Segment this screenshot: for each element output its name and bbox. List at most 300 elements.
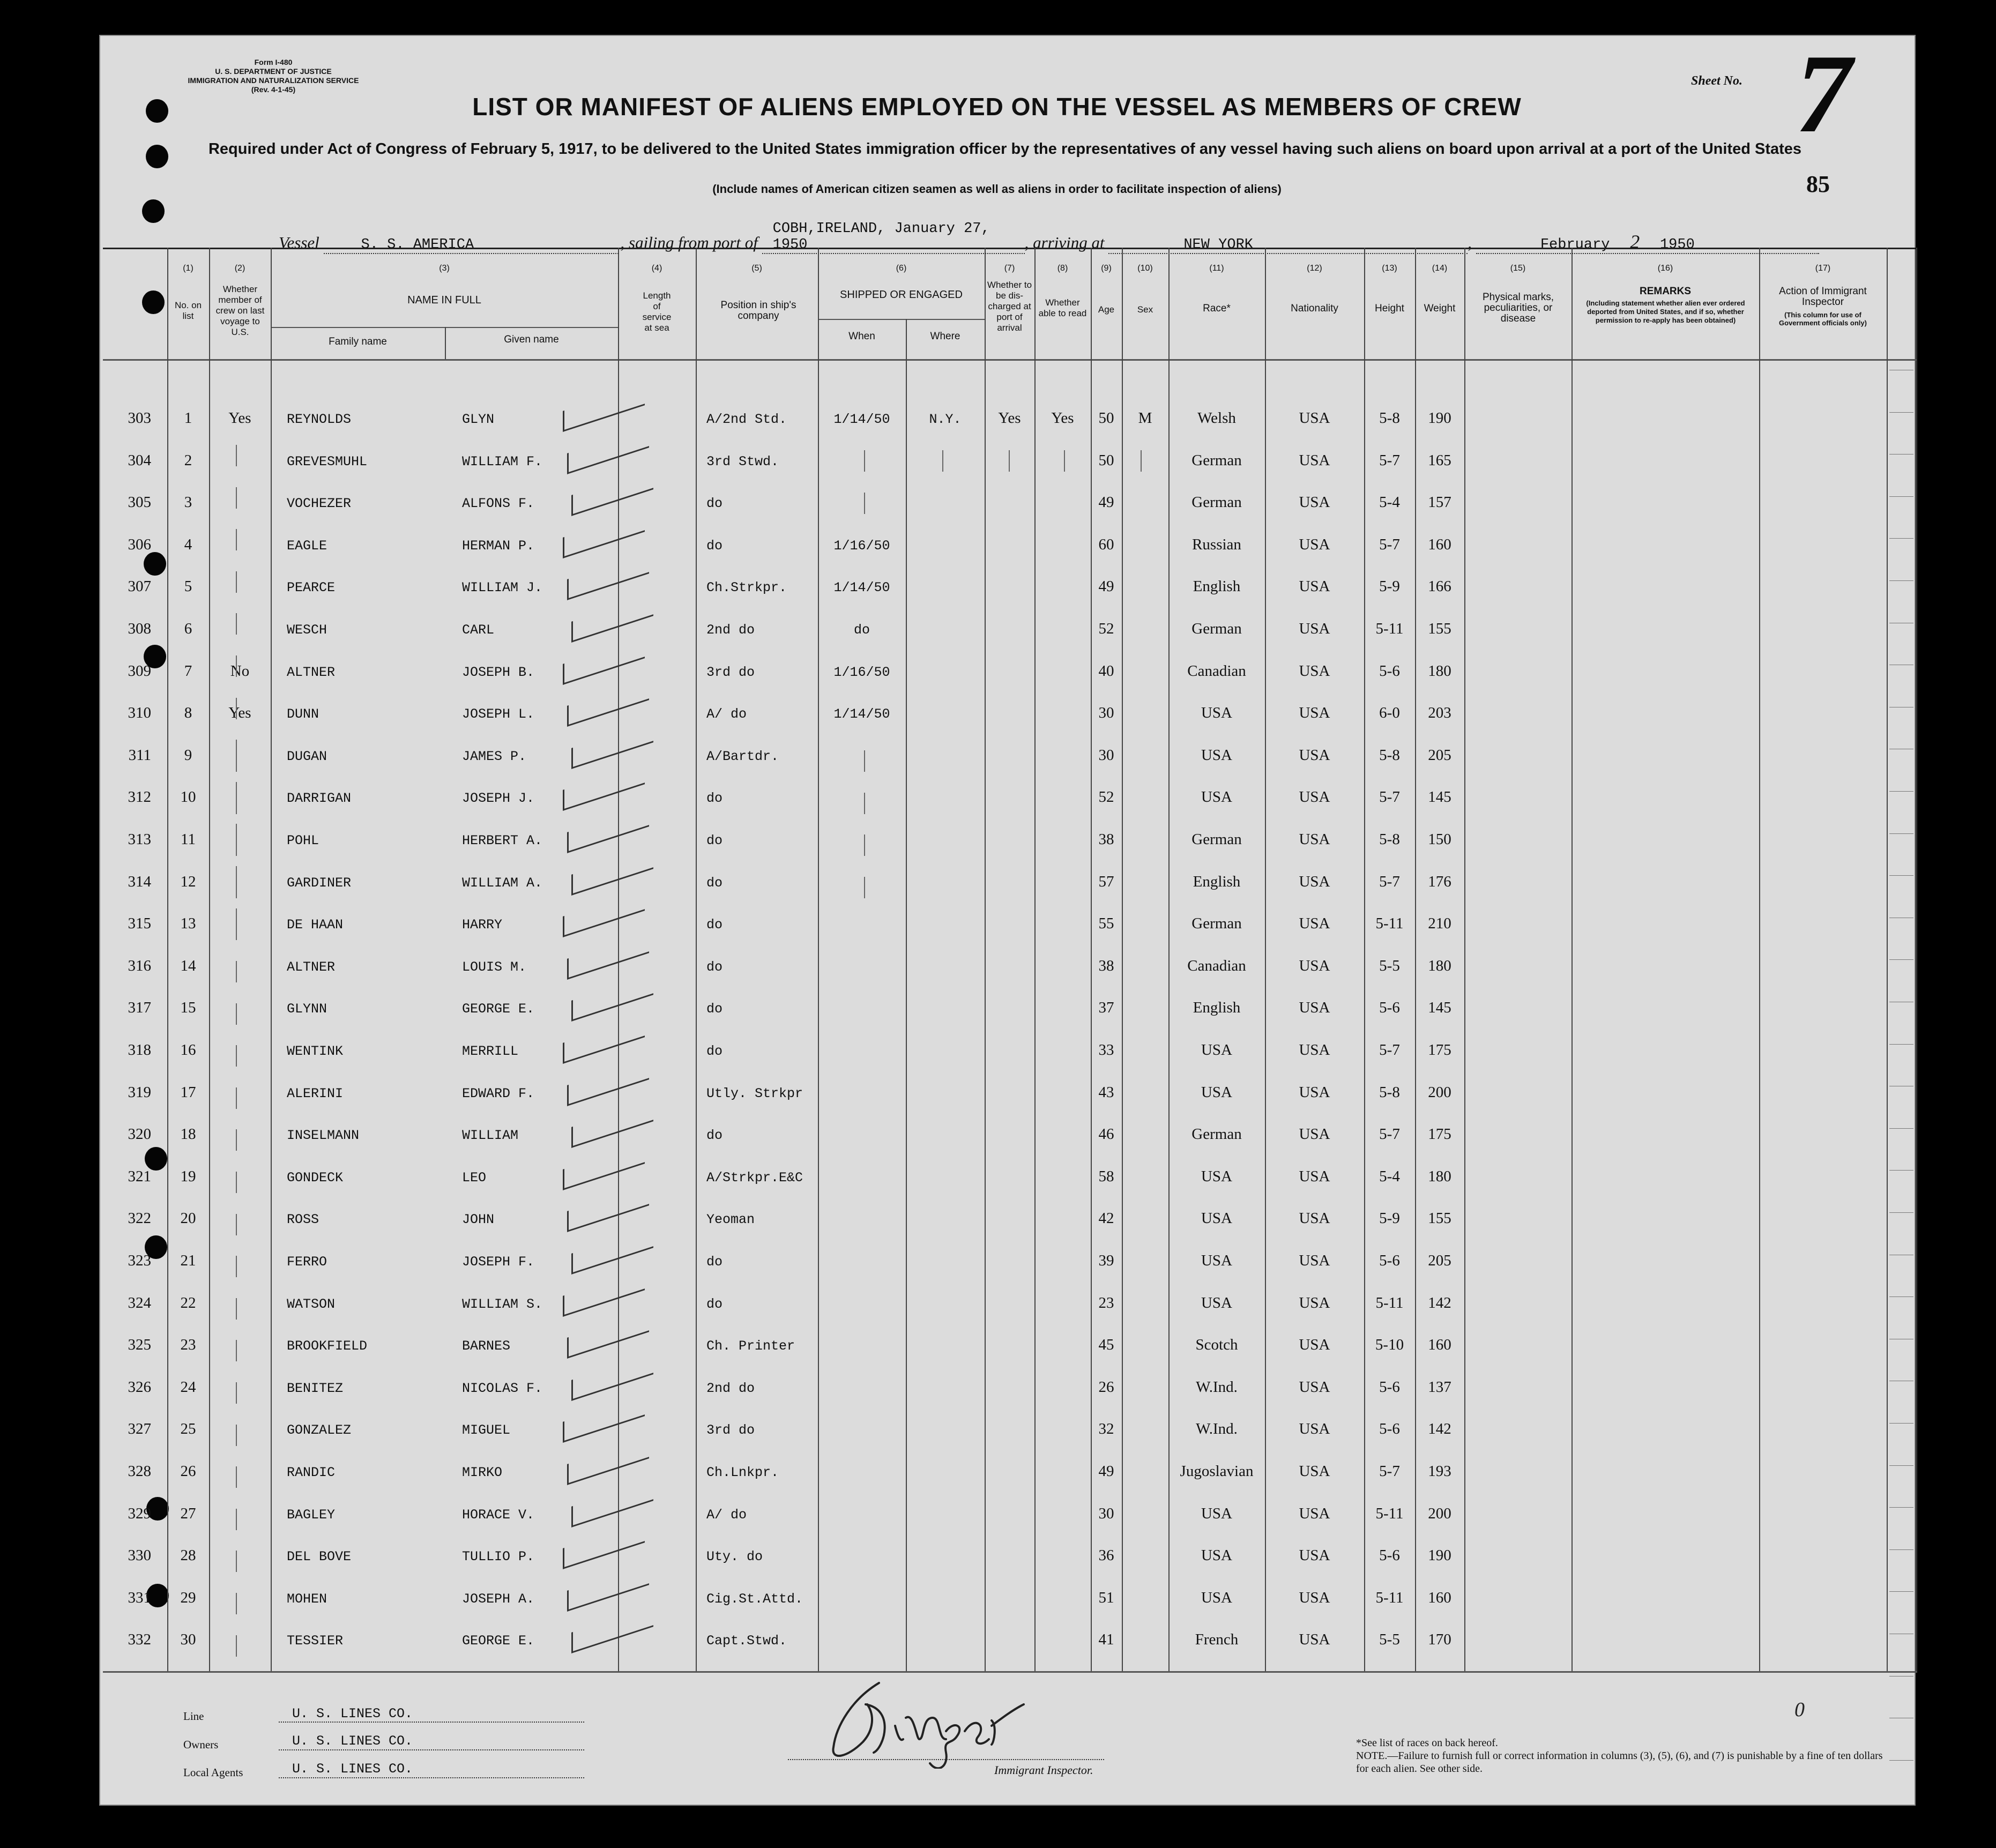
col-5-header: Position in ship's company [720, 300, 796, 322]
ruled-line [1889, 1507, 1913, 1508]
cell-nat: USA [1299, 1041, 1330, 1059]
margin-serial-number: 313 [128, 831, 151, 848]
cell-given: JOHN [462, 1212, 495, 1227]
cell-no: 17 [180, 1084, 196, 1101]
col-3-header: NAME IN FULL [407, 294, 481, 306]
sailing-port: COBH,IRELAND, January 27, 1950 [762, 221, 1025, 254]
ditto-tick [236, 1340, 237, 1361]
cell-given: HERBERT A. [462, 833, 543, 848]
margin-serial-number: 317 [128, 999, 151, 1016]
cell-position: do [706, 917, 723, 933]
cell-height: 5-5 [1379, 1631, 1400, 1648]
vessel-line [279, 221, 1819, 253]
penalty-note: NOTE.—Failure to furnish full or correct information in columns (3), (5), (6), and (7) is punishable by a fine of ten dollars for each alien. See other side. [1356, 1750, 1883, 1775]
cell-position: A/Bartdr. [706, 749, 779, 764]
owners-label: Owners [183, 1738, 219, 1751]
cell-height: 5-9 [1379, 1210, 1400, 1227]
inspector-underline [788, 1759, 1104, 1760]
cell-age: 57 [1098, 873, 1114, 890]
margin-serial-number: 325 [128, 1336, 151, 1353]
cell-weight: 142 [1428, 1420, 1451, 1437]
ruled-line [1889, 1170, 1913, 1171]
cell-weight: 180 [1428, 957, 1451, 974]
cell-race: English [1193, 999, 1241, 1016]
cell-weight: 150 [1428, 831, 1451, 848]
owners-underline [279, 1749, 584, 1750]
col-14-header: Weight [1424, 303, 1456, 314]
cell-nat: USA [1299, 1463, 1330, 1480]
cell-family: PEARCE [287, 580, 336, 595]
col-16-subheader: (Including statement whether alien ever ordered deported from United States, and if so, whether permission to re-apply has been obtained) [1586, 299, 1745, 324]
cell-nat: USA [1299, 620, 1330, 637]
agents-underline [279, 1777, 584, 1778]
cell-no: 5 [184, 578, 192, 595]
cell-position: Utly. Strkpr [706, 1086, 803, 1101]
cell-weight: 145 [1428, 788, 1451, 806]
cell-nat: USA [1299, 1126, 1330, 1143]
cell-weight: 142 [1428, 1294, 1451, 1312]
cell-prev: Yes [228, 409, 251, 427]
cell-no: 6 [184, 620, 192, 637]
cell-race: Canadian [1187, 662, 1246, 680]
cell-family: ALTNER [287, 665, 336, 680]
cell-height: 5-7 [1379, 536, 1400, 553]
margin-serial-number: 320 [128, 1126, 151, 1143]
cell-given: TULLIO P. [462, 1549, 535, 1564]
cell-race: Russian [1192, 536, 1241, 553]
margin-serial-number: 322 [128, 1210, 151, 1227]
service-name: IMMIGRATION AND NATURALIZATION SERVICE [188, 76, 359, 85]
cell-nat: USA [1299, 704, 1330, 721]
ditto-tick [864, 793, 865, 814]
column-divider [271, 248, 272, 1671]
ditto-tick [1009, 450, 1010, 472]
col-10-number: (10) [1137, 264, 1153, 273]
cell-race: English [1193, 578, 1241, 595]
punch-hole [144, 552, 166, 576]
cell-nat: USA [1299, 915, 1330, 932]
cell-no: 22 [180, 1294, 196, 1312]
ditto-tick [864, 877, 865, 898]
ditto-tick [236, 1551, 237, 1572]
punch-hole [142, 290, 165, 314]
cell-weight: 203 [1428, 704, 1451, 721]
column-divider [696, 248, 697, 1671]
cell-nat: USA [1299, 452, 1330, 469]
header-bottom-border [103, 359, 1917, 361]
ditto-tick [236, 1593, 237, 1614]
col-17-header: Action of Immigrant Inspector [1779, 286, 1867, 308]
cell-no: 26 [180, 1463, 196, 1480]
cell-nat: USA [1299, 1547, 1330, 1564]
cell-position: 3rd Stwd. [706, 454, 779, 470]
cell-height: 5-8 [1379, 747, 1400, 764]
col-9-header: Age [1098, 304, 1115, 315]
cell-family: ROSS [287, 1212, 319, 1227]
cell-race: USA [1201, 1041, 1232, 1059]
line-label: Line [183, 1710, 204, 1723]
cell-race: USA [1201, 1252, 1232, 1269]
revision-date: (Rev. 4-1-45) [251, 85, 296, 94]
arrival-year: 1950 [1659, 237, 1695, 253]
ditto-tick [864, 834, 865, 856]
ditto-tick [1141, 450, 1142, 472]
cell-given: HORACE V. [462, 1507, 535, 1523]
margin-serial-number: 310 [128, 704, 151, 721]
ditto-tick [236, 793, 237, 814]
cell-age: 45 [1098, 1336, 1114, 1353]
cell-given: WILLIAM F. [462, 454, 543, 470]
cell-height: 5-7 [1379, 1463, 1400, 1480]
ruled-line [1889, 959, 1913, 960]
cell-height: 5-6 [1379, 1547, 1400, 1564]
cell-age: 32 [1098, 1420, 1114, 1437]
col-9-number: (9) [1101, 264, 1112, 273]
cell-position: Cig.St.Attd. [706, 1591, 803, 1607]
margin-serial-number: 308 [128, 620, 151, 637]
cell-given: WILLIAM J. [462, 580, 543, 595]
cell-nat: USA [1299, 578, 1330, 595]
cell-age: 49 [1098, 1463, 1114, 1480]
cell-height: 5-6 [1379, 999, 1400, 1016]
cell-when: 1/14/50 [833, 412, 890, 427]
ruled-line [1889, 412, 1913, 413]
ditto-tick [236, 613, 237, 635]
ditto-tick [236, 529, 237, 550]
margin-serial-number: 331 [128, 1589, 151, 1606]
cell-family: GONDECK [287, 1170, 344, 1186]
cell-height: 5-5 [1379, 957, 1400, 974]
ruled-line [1889, 1044, 1913, 1045]
cell-no: 20 [180, 1210, 196, 1227]
cell-position: A/ do [706, 706, 747, 722]
cell-no: 18 [180, 1126, 196, 1143]
cell-race: French [1195, 1631, 1239, 1648]
vessel-name: S. S. AMERICA [324, 237, 619, 254]
margin-serial-number: 332 [128, 1631, 151, 1648]
cell-position: Ch.Lnkpr. [706, 1465, 779, 1480]
punch-hole [142, 199, 165, 223]
cell-prev: Yes [228, 704, 251, 721]
cell-position: do [706, 1128, 723, 1143]
ruled-line [1889, 1423, 1913, 1424]
margin-serial-number: 321 [128, 1168, 151, 1185]
ditto-tick [1064, 450, 1065, 472]
cell-nat: USA [1299, 536, 1330, 553]
ruled-line [1889, 1591, 1913, 1592]
cell-family: ALTNER [287, 959, 336, 975]
ditto-tick [236, 1172, 237, 1193]
cell-weight: 200 [1428, 1084, 1451, 1101]
cell-race: USA [1201, 1294, 1232, 1312]
cell-race: German [1191, 620, 1242, 637]
col-11-number: (11) [1209, 264, 1224, 273]
cell-weight: 190 [1428, 409, 1451, 427]
ditto-tick [942, 450, 943, 472]
ditto-tick [236, 834, 237, 856]
cell-height: 5-11 [1375, 1589, 1404, 1606]
ruled-line [1889, 1760, 1913, 1761]
cell-race: German [1191, 831, 1242, 848]
cell-height: 5-8 [1379, 1084, 1400, 1101]
cell-family: GARDINER [287, 875, 352, 891]
col-3-number: (3) [439, 264, 450, 273]
inspector-signature [815, 1667, 1040, 1769]
col-16-number: (16) [1657, 264, 1673, 273]
cell-position: A/Strkpr.E&C [706, 1170, 803, 1186]
margin-serial-number: 303 [128, 409, 151, 427]
col-13-number: (13) [1382, 264, 1397, 273]
column-divider [1916, 248, 1917, 1671]
cell-where: N.Y. [929, 412, 962, 427]
col-13-header: Height [1375, 303, 1404, 314]
column-divider [1034, 248, 1036, 1671]
cell-weight: 210 [1428, 915, 1451, 932]
margin-serial-number: 326 [128, 1378, 151, 1396]
cell-family: DUNN [287, 706, 319, 722]
ditto-tick [864, 750, 865, 772]
cell-given: NICOLAS F. [462, 1381, 543, 1396]
given-name-header: Given name [504, 334, 559, 345]
cell-no: 30 [180, 1631, 196, 1648]
col-14-number: (14) [1432, 264, 1448, 273]
cell-age: 40 [1098, 662, 1114, 680]
ditto-tick [236, 1045, 237, 1067]
form-identifier [177, 58, 370, 94]
cell-position: do [706, 1254, 723, 1270]
cell-position: A/ do [706, 1507, 747, 1523]
cell-no: 16 [180, 1041, 196, 1059]
cell-weight: 170 [1428, 1631, 1451, 1648]
col-4-number: (4) [651, 264, 662, 273]
sheet-number: 7 [1796, 32, 1852, 156]
margin-serial-number: 311 [128, 747, 151, 764]
line-underline [279, 1722, 584, 1723]
cell-given: WILLIAM S. [462, 1296, 543, 1312]
cell-no: 11 [181, 831, 196, 848]
cell-position: Uty. do [706, 1549, 763, 1564]
cell-age: 30 [1098, 747, 1114, 764]
cell-given: LEO [462, 1170, 487, 1186]
ditto-tick [236, 919, 237, 940]
cell-height: 5-6 [1379, 1252, 1400, 1269]
col-15-header: Physical marks, peculiarities, or disease [1482, 292, 1554, 324]
cell-weight: 160 [1428, 536, 1451, 553]
corner-mark: 0 [1794, 1698, 1805, 1721]
cell-weight: 205 [1428, 747, 1451, 764]
margin-serial-number: 328 [128, 1463, 151, 1480]
column-divider [1572, 248, 1573, 1671]
cell-race: W.Ind. [1196, 1420, 1238, 1437]
cell-age: 60 [1098, 536, 1114, 553]
cell-given: ALFONS F. [462, 496, 535, 511]
cell-height: 5-7 [1379, 788, 1400, 806]
cell-race: USA [1201, 1084, 1232, 1101]
ditto-tick [236, 655, 237, 677]
cell-family: BENITEZ [287, 1381, 344, 1396]
col-16-header: REMARKS [1639, 286, 1692, 297]
owners-value: U. S. LINES CO. [292, 1733, 413, 1749]
cell-weight: 157 [1428, 494, 1451, 511]
margin-serial-number: 305 [128, 494, 151, 511]
cell-age: 39 [1098, 1252, 1114, 1269]
col-2-header: Whether member of crew on last voyage to U.S. [215, 284, 265, 337]
ruled-line [1889, 833, 1913, 834]
cell-position: do [706, 791, 723, 806]
ruled-line [1889, 875, 1913, 876]
cell-race: USA [1201, 1168, 1232, 1185]
cell-given: WILLIAM [462, 1128, 519, 1143]
cell-age: 42 [1098, 1210, 1114, 1227]
cell-height: 5-11 [1375, 1505, 1404, 1522]
ditto-tick [236, 571, 237, 593]
cell-nat: USA [1299, 1631, 1330, 1648]
cell-weight: 175 [1428, 1126, 1451, 1143]
column-divider [1887, 248, 1888, 1671]
cell-nat: USA [1299, 1420, 1330, 1437]
cell-no: 24 [180, 1378, 196, 1396]
cell-height: 5-11 [1375, 1294, 1404, 1312]
cell-when: 1/14/50 [833, 580, 890, 595]
col-12-number: (12) [1307, 264, 1322, 273]
cell-given: GEORGE E. [462, 1633, 535, 1649]
cell-no: 19 [180, 1168, 196, 1185]
cell-nat: USA [1299, 1336, 1330, 1353]
cell-height: 5-8 [1379, 831, 1400, 848]
form-number: Form I-480 [254, 58, 293, 66]
department-name: U. S. DEPARTMENT OF JUSTICE [215, 67, 332, 76]
col-1-header: No. on list [174, 300, 202, 321]
cell-no: 29 [180, 1589, 196, 1606]
ditto-tick [864, 493, 865, 514]
cell-given: LOUIS M. [462, 959, 527, 975]
ruled-line [1889, 791, 1913, 792]
cell-family: GREVESMUHL [287, 454, 368, 470]
ditto-tick [236, 445, 237, 466]
cell-age: 30 [1098, 1505, 1114, 1522]
cell-family: DUGAN [287, 749, 327, 764]
cell-no: 8 [184, 704, 192, 721]
cell-nat: USA [1299, 494, 1330, 511]
cell-position: A/2nd Std. [706, 412, 787, 427]
cell-no: 28 [180, 1547, 196, 1564]
cell-nat: USA [1299, 1294, 1330, 1312]
margin-serial-number: 330 [128, 1547, 151, 1564]
cell-height: 5-8 [1379, 409, 1400, 427]
ruled-line [1889, 1549, 1913, 1550]
col-7-header: Whether to be dis-charged at port of arrival [987, 280, 1032, 333]
cell-family: FERRO [287, 1254, 327, 1270]
cell-race: USA [1201, 747, 1232, 764]
col-7-number: (7) [1004, 264, 1015, 273]
cell-height: 5-7 [1379, 1041, 1400, 1059]
cell-family: VOCHEZER [287, 496, 352, 511]
cell-read: Yes [1051, 409, 1074, 427]
table-top-border [103, 248, 1916, 249]
cell-weight: 176 [1428, 873, 1451, 890]
page-note: (Include names of American citizen seamen as well as aliens in order to facilitate inspection of aliens) [712, 182, 1282, 196]
cell-position: 3rd do [706, 1422, 755, 1438]
cell-race: Welsh [1197, 409, 1236, 427]
cell-given: BARNES [462, 1338, 511, 1354]
cell-nat: USA [1299, 873, 1330, 890]
cell-height: 5-7 [1379, 452, 1400, 469]
cell-height: 5-7 [1379, 1126, 1400, 1143]
race-note: *See list of races on back hereof. [1356, 1737, 1498, 1749]
cell-age: 37 [1098, 999, 1114, 1016]
ditto-tick [236, 1509, 237, 1530]
margin-serial-number: 323 [128, 1252, 151, 1269]
cell-position: do [706, 496, 723, 511]
cell-age: 46 [1098, 1126, 1114, 1143]
margin-serial-number: 329 [128, 1505, 151, 1522]
cell-given: HARRY [462, 917, 503, 933]
ditto-tick [236, 487, 237, 509]
cell-family: REYNOLDS [287, 412, 352, 427]
ruled-line [1889, 538, 1913, 539]
ditto-tick [236, 1214, 237, 1235]
where-header: Where [930, 331, 960, 342]
cell-family: BAGLEY [287, 1507, 336, 1523]
cell-nat: USA [1299, 1505, 1330, 1522]
cell-age: 38 [1098, 831, 1114, 848]
when-header: When [848, 331, 875, 342]
cell-position: do [706, 538, 723, 554]
ditto-tick [236, 1635, 237, 1657]
col-15-number: (15) [1510, 264, 1526, 273]
ditto-tick [236, 1256, 237, 1277]
cell-weight: 193 [1428, 1463, 1451, 1480]
cell-age: 30 [1098, 704, 1114, 721]
cell-age: 43 [1098, 1084, 1114, 1101]
cell-age: 23 [1098, 1294, 1114, 1312]
cell-weight: 180 [1428, 1168, 1451, 1185]
line-value: U. S. LINES CO. [292, 1706, 413, 1722]
cell-family: TESSIER [287, 1633, 344, 1649]
cell-race: Canadian [1187, 957, 1246, 974]
cell-height: 5-4 [1379, 1168, 1400, 1185]
cell-given: CARL [462, 622, 495, 638]
cell-when: 1/16/50 [833, 538, 890, 554]
arriving-port: NEW YORK [1108, 237, 1468, 254]
cell-no: 9 [184, 747, 192, 764]
punch-hole [146, 145, 168, 168]
cell-height: 5-4 [1379, 494, 1400, 511]
cell-family: MOHEN [287, 1591, 327, 1607]
cell-given: JOSEPH F. [462, 1254, 535, 1270]
col-4-header: Length of service at sea [642, 290, 672, 333]
cell-position: do [706, 1044, 723, 1059]
cell-sex: M [1138, 409, 1152, 427]
cell-nat: USA [1299, 662, 1330, 680]
ruled-line [1889, 1128, 1913, 1129]
shipped-subheader-divider [818, 319, 985, 320]
cell-nat: USA [1299, 1589, 1330, 1606]
cell-weight: 175 [1428, 1041, 1451, 1059]
cell-weight: 200 [1428, 1505, 1451, 1522]
cell-given: JOSEPH J. [462, 791, 535, 806]
margin-serial-number: 312 [128, 788, 151, 806]
column-divider [1759, 248, 1760, 1671]
margin-serial-number: 327 [128, 1420, 151, 1437]
cell-when: 1/16/50 [833, 665, 890, 680]
cell-given: JAMES P. [462, 749, 527, 764]
cell-race: Scotch [1195, 1336, 1238, 1353]
cell-family: DARRIGAN [287, 791, 352, 806]
column-divider [1464, 248, 1465, 1671]
cell-age: 50 [1098, 452, 1114, 469]
cell-given: EDWARD F. [462, 1086, 535, 1101]
